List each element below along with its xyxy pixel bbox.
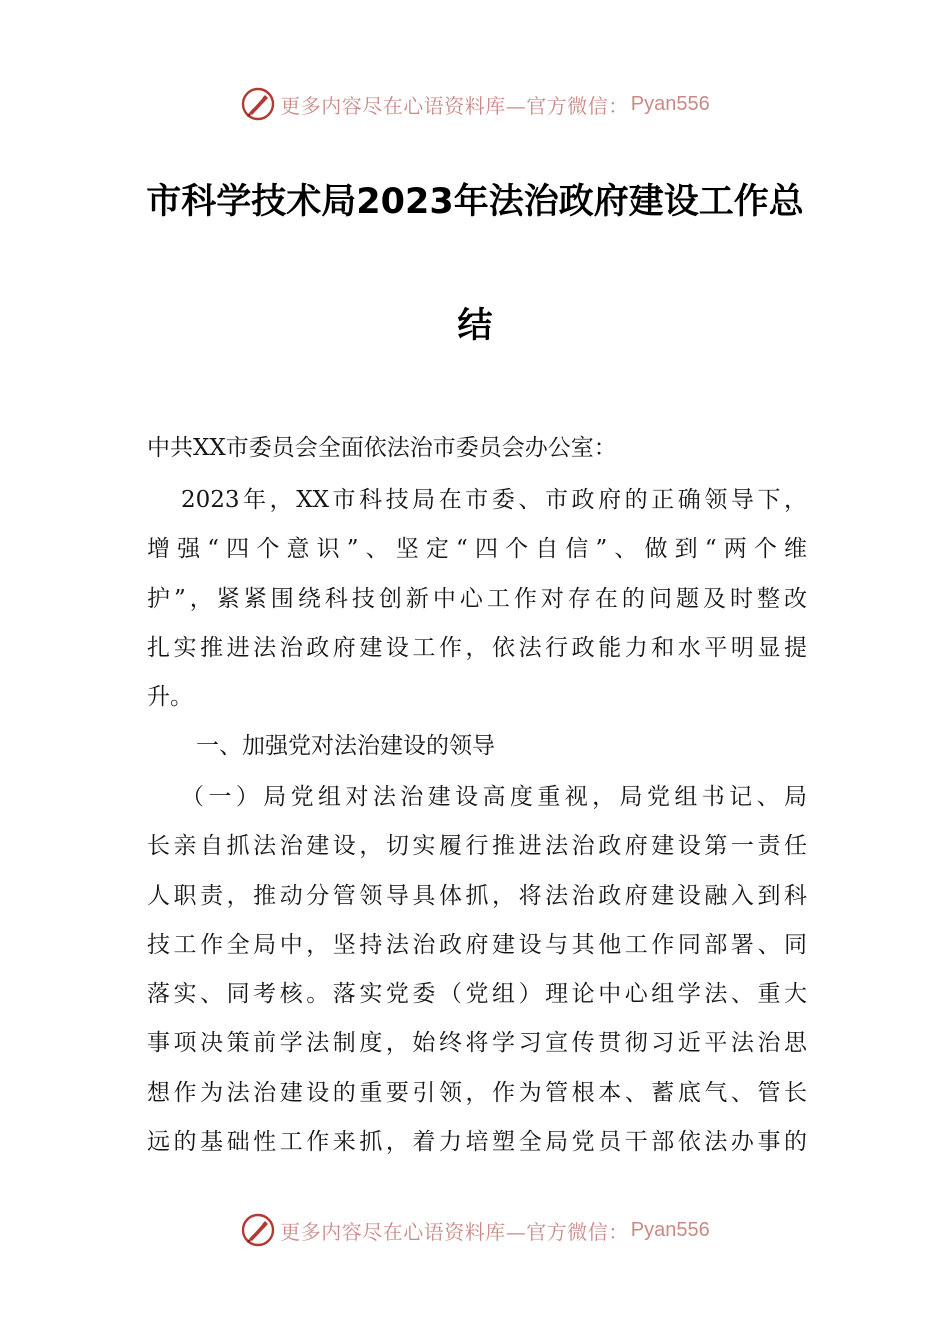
watermark-text: 更多内容尽在心语资料库—官方微信： xyxy=(280,1219,629,1244)
watermark-wechat-id: Pyan556 xyxy=(630,1218,710,1241)
paragraph-line: 增强“四个意识”、坚定“四个自信”、做到“两个维 xyxy=(147,536,807,563)
paragraph-line: 2023年，XX市科技局在市委、市政府的正确领导下， xyxy=(181,487,807,513)
watermark-wechat-id: Pyan556 xyxy=(630,92,710,115)
paragraph-line: 护”，紧紧围绕科技创新中心工作对存在的问题及时整改 xyxy=(147,585,807,612)
pen-quill-logo-icon xyxy=(240,86,276,122)
watermark-text: 更多内容尽在心语资料库—官方微信： xyxy=(280,93,629,118)
document-title-line-1: 市科学技术局2023年法治政府建设工作总 xyxy=(146,182,804,222)
paragraph-line: 事项决策前学法制度，始终将学习宣传贯彻习近平法治思 xyxy=(147,1030,807,1057)
footer-watermark xyxy=(0,1210,950,1250)
addressee: 中共XX市委员会全面依法治市委员会办公室： xyxy=(147,435,617,461)
paragraph-line: 升。 xyxy=(147,684,193,711)
header-watermark xyxy=(0,84,950,124)
section1-item1-paragraph xyxy=(147,773,807,1167)
paragraph-line: （一）局党组对法治建设高度重视，局党组书记、局 xyxy=(181,784,807,810)
pen-quill-logo-icon xyxy=(240,1212,276,1248)
document-title-line-2: 结 xyxy=(457,306,493,346)
intro-paragraph xyxy=(147,476,807,722)
paragraph-line: 远的基础性工作来抓，着力培塑全局党员干部依法办事的 xyxy=(147,1129,807,1156)
section-heading: 一、加强党对法治建设的领导 xyxy=(196,733,495,759)
paragraph-line: 技工作全局中，坚持法治政府建设与其他工作同部署、同 xyxy=(147,931,807,958)
paragraph-line: 人职责，推动分管领导具体抓，将法治政府建设融入到科 xyxy=(147,882,807,909)
paragraph-line: 想作为法治建设的重要引领，作为管根本、蓄底气、管长 xyxy=(147,1079,807,1106)
paragraph-line: 落实、同考核。落实党委（党组）理论中心组学法、重大 xyxy=(147,981,807,1008)
paragraph-line: 长亲自抓法治建设，切实履行推进法治政府建设第一责任 xyxy=(147,833,807,860)
paragraph-line: 扎实推进法治政府建设工作，依法行政能力和水平明显提 xyxy=(147,634,807,661)
